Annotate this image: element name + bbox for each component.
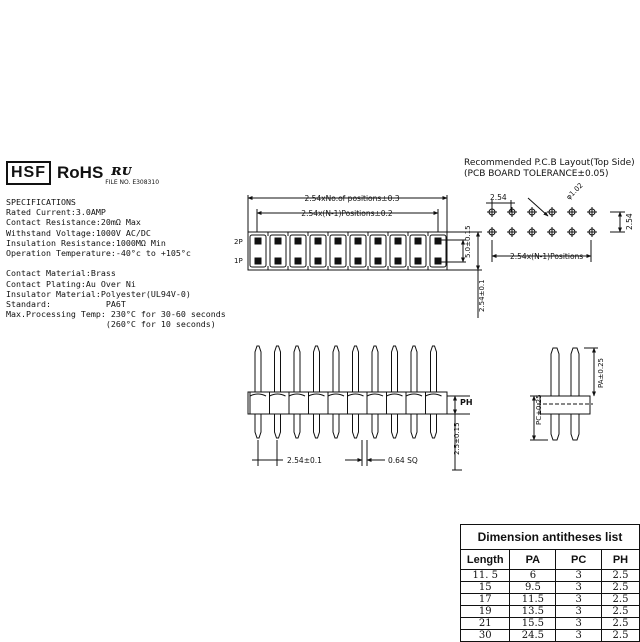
top-pin-square (415, 258, 421, 264)
front-pin-top (255, 346, 261, 392)
spec-line: Standard: PA6T (6, 298, 126, 309)
front-pin-bottom (255, 414, 261, 438)
front-pin-bottom (333, 414, 339, 438)
side-view (530, 348, 598, 440)
ul-mark-icon: ʀᴜ (111, 161, 132, 179)
table-cell: 6 (510, 570, 556, 582)
ul-file-number: FILE NO. E308310 (105, 179, 160, 186)
spec-line: Contact Resistance:20mΩ Max (6, 217, 141, 228)
table-cell: 17 (461, 594, 510, 606)
front-pin-bottom (411, 414, 417, 438)
top-pin-square (435, 258, 441, 264)
top-pin-square (375, 258, 381, 264)
outer-height-dim: 2.54±0.1 (478, 279, 486, 312)
spec-line: Contact Plating:Au Over Ni (6, 278, 136, 289)
table-cell: 3 (556, 630, 602, 642)
pcb-span-dim: 2.54x(N-1)Positions (510, 252, 584, 261)
top-overall-dim: 2.54xNo.of positions±0.3 (304, 194, 400, 203)
table-row (461, 582, 640, 594)
front-body-notch (406, 394, 422, 396)
table-row (461, 594, 640, 606)
table-cell: 3 (556, 606, 602, 618)
table-cell: 3 (556, 594, 602, 606)
spec-line: Withstand Voltage:1000V AC/DC (6, 227, 151, 238)
top-pin-square (315, 238, 321, 244)
top-pin-square (255, 238, 261, 244)
front-pin-top (333, 346, 339, 392)
front-body-notch (289, 394, 305, 396)
top-pin-square (435, 238, 441, 244)
front-body-notch (348, 394, 364, 396)
top-pin-square (275, 258, 281, 264)
table-row (461, 618, 640, 630)
front-pin-bottom (353, 414, 359, 438)
table-cell: 3 (556, 582, 602, 594)
header-pc: PC (556, 550, 602, 570)
front-pin-top (275, 346, 281, 392)
front-body-notch (270, 394, 286, 396)
front-pin-top (411, 346, 417, 392)
top-pin-square (395, 258, 401, 264)
top-pin-square (275, 238, 281, 244)
table-cell: 21 (461, 618, 510, 630)
table-cell: 3 (556, 570, 602, 582)
table-cell: 15.5 (510, 618, 556, 630)
table-cell: 15 (461, 582, 510, 594)
top-span-dim: 2.54x(N-1)Positions±0.2 (301, 209, 393, 218)
pcb-row-pitch-dim: 2.54 (625, 213, 634, 230)
top-pin-square (335, 258, 341, 264)
top-pin-square (295, 238, 301, 244)
front-body-notch (426, 394, 442, 396)
pcb-title-text: Recommended P.C.B Layout(Top Side) (464, 158, 635, 168)
pcb-pitch-dim: 2.54 (490, 193, 507, 202)
pcb-tolerance-text: (PCB BOARD TOLERANCE±0.05) (464, 169, 609, 179)
table-cell: 19 (461, 606, 510, 618)
top-pin-square (295, 258, 301, 264)
hsf-logo: HSF (6, 161, 51, 185)
row-2p-label: 2P (234, 238, 243, 246)
table-cell: 2.5 (601, 594, 639, 606)
header-ph: PH (601, 550, 639, 570)
table-cell: 30 (461, 630, 510, 642)
table-row (461, 606, 640, 618)
rohs-logo: RoHS (57, 163, 104, 182)
front-pin-bottom (294, 414, 300, 438)
pcb-hole-dim: φ1.02 (564, 181, 585, 202)
front-pin-top (314, 346, 320, 392)
table-row (461, 570, 640, 582)
table-cell: 3 (556, 618, 602, 630)
row-1p-label: 1P (234, 257, 243, 265)
pin-pitch-dim: 2.54±0.1 (287, 456, 322, 465)
inner-height-dim: 5.0±0.15 (464, 225, 472, 258)
top-pin-square (395, 238, 401, 244)
front-body-notch (250, 394, 266, 396)
top-pin-square (355, 258, 361, 264)
table-cell: 2.5 (601, 582, 639, 594)
top-pin-square (375, 238, 381, 244)
body-height-dim: 2.5±0.15 (453, 422, 461, 455)
table-cell: 2.5 (601, 606, 639, 618)
front-pin-bottom (372, 414, 378, 438)
table-cell: 2.5 (601, 570, 639, 582)
table-cell: 9.5 (510, 582, 556, 594)
top-pin-square (415, 238, 421, 244)
front-pin-top (372, 346, 378, 392)
front-pin-top (392, 346, 398, 392)
table-cell: 11. 5 (461, 570, 510, 582)
front-body-notch (309, 394, 325, 396)
table-cell: 11.5 (510, 594, 556, 606)
table-cell: 2.5 (601, 630, 639, 642)
front-view (248, 346, 470, 470)
table-cell: 2.5 (601, 618, 639, 630)
spec-line: Operation Temperature:-40°c to +105°c (6, 247, 191, 258)
table-cell: 24.5 (510, 630, 556, 642)
pin-size-dim: 0.64 SQ (388, 456, 418, 465)
pc-dim: PC±0.25 (535, 394, 543, 425)
spec-line: Max.Processing Temp: 230°C for 30-60 seconds (6, 309, 226, 320)
front-body-notch (367, 394, 383, 396)
front-body-notch (328, 394, 344, 396)
spec-line: Insulation Resistance:1000MΩ Min (6, 237, 166, 248)
top-pin-square (335, 238, 341, 244)
dimension-table (460, 524, 640, 642)
table-header-row (461, 550, 640, 570)
header-pa: PA (510, 550, 556, 570)
spec-line: SPECIFICATIONS (6, 197, 76, 207)
top-pin-square (255, 258, 261, 264)
header-length: Length (461, 550, 510, 570)
spec-line: Rated Current:3.0AMP (6, 207, 106, 218)
top-pin-square (355, 238, 361, 244)
front-pin-top (431, 346, 437, 392)
ph-label: PH (460, 398, 473, 407)
front-pin-bottom (392, 414, 398, 438)
front-pin-top (294, 346, 300, 392)
front-pin-bottom (431, 414, 437, 438)
table-cell: 13.5 (510, 606, 556, 618)
spec-line: Insulator Material:Polyester(UL94V-0) (6, 288, 191, 299)
top-pin-square (315, 258, 321, 264)
front-pin-bottom (275, 414, 281, 438)
front-body-notch (387, 394, 403, 396)
pa-dim: PA±0.25 (597, 357, 605, 388)
spec-line: (260°C for 10 seconds) (6, 319, 216, 330)
front-pin-top (353, 346, 359, 392)
spec-line: Contact Material:Brass (6, 268, 116, 279)
dimension-table-title: Dimension antitheses list (460, 524, 640, 549)
front-pin-bottom (314, 414, 320, 438)
